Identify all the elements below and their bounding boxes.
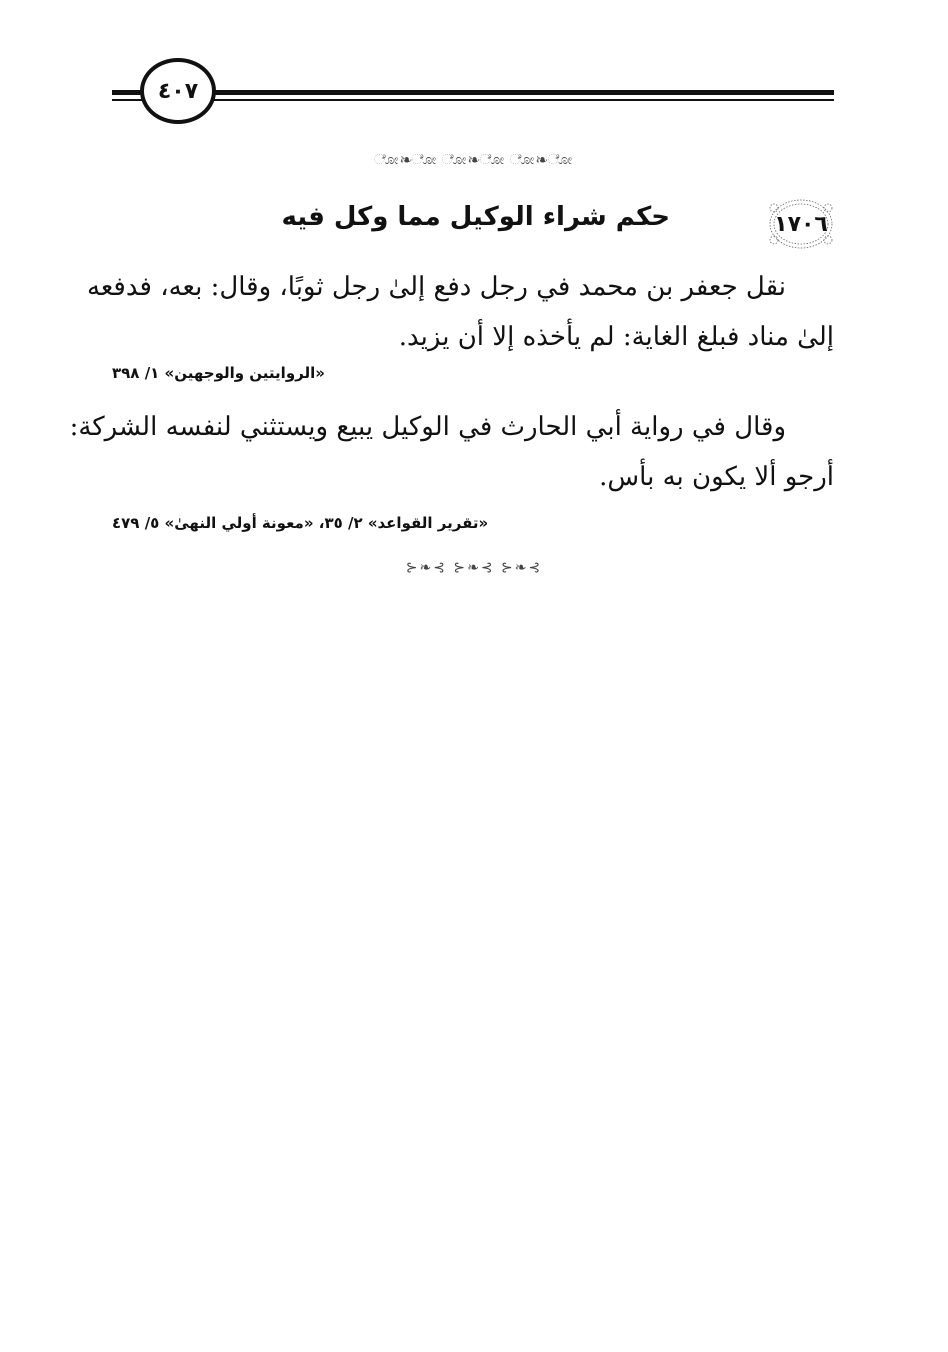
section-heading	[112, 196, 834, 252]
ornament-divider-bottom: ⊱❧⊰ ⊱❧⊰ ⊱❧⊰	[405, 560, 543, 576]
section-title: حكم شراء الوكيل مما وكل فيه	[281, 202, 670, 232]
issue-number-rosette	[768, 198, 834, 250]
citation-1: «الروايتين والوجهين» ١/ ٣٩٨	[112, 364, 325, 382]
paragraph-1-line-2: إلىٰ مناد فبلغ الغاية: لم يأخذه إلا أن يزيد.	[398, 322, 834, 352]
paragraph-1	[86, 262, 834, 362]
issue-number: ١٧٠٦	[774, 211, 828, 237]
citation-2: «تقرير القواعد» ٢/ ٣٥، «معونة أولي النهىٰ» ٥/ ٤٧٩	[112, 514, 489, 532]
page-number-badge	[140, 58, 216, 124]
ornament-divider-top: ೋ❧ೋ ೋ❧ೋ ೋ❧ೋ	[373, 152, 575, 168]
header-rule-thin	[112, 99, 834, 101]
paragraph-2	[69, 402, 834, 502]
paragraph-2-line-1: وقال في رواية أبي الحارث في الوكيل يبيع ويستثني لنفسه الشركة:	[69, 412, 786, 442]
header-rule-thick	[112, 90, 834, 95]
paragraph-1-line-1: نقل جعفر بن محمد في رجل دفع إلىٰ رجل ثوبًا، وقال: بعه، فدفعه	[86, 272, 786, 302]
page-number: ٤٠٧	[157, 78, 199, 104]
paragraph-2-line-2: أرجو ألا يكون به بأس.	[599, 462, 834, 492]
